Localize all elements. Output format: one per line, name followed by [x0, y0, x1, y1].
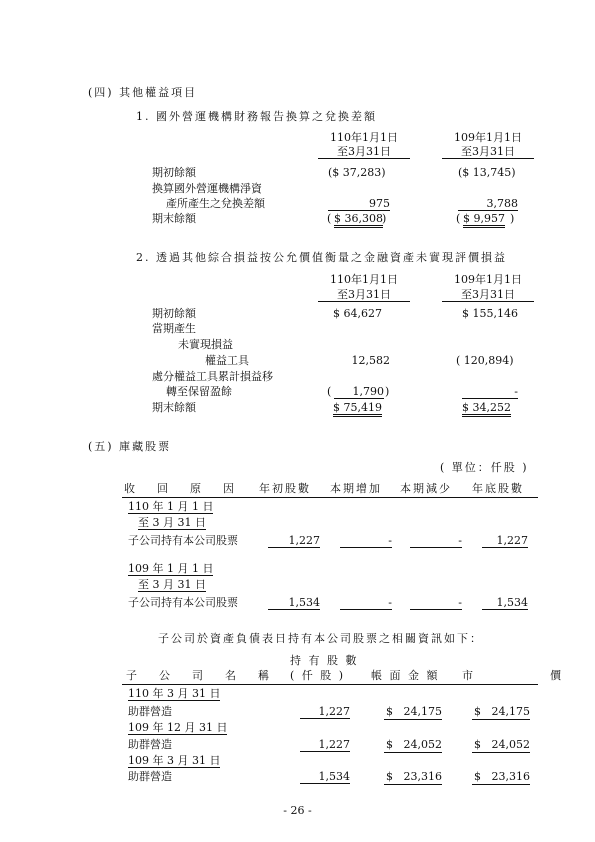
- table1-row-exchange-label-b: 產所產生之兌換差額: [166, 197, 265, 210]
- holdings-r1-market-currency: $: [474, 705, 481, 718]
- table2-col1-header-line1: 110年1月1日: [330, 273, 398, 286]
- treasury-period2-line2: 至 3 月 31 日: [138, 578, 206, 591]
- table2-title: 2. 透過其他綜合損益按公允價值衡量之金融資產未實現評價損益: [136, 251, 507, 264]
- holdings-header-rule: [122, 684, 538, 685]
- treasury-period1-line2: 至 3 月 31 日: [138, 516, 206, 529]
- table2-row-unrealized-label: 未實現損益: [178, 338, 233, 351]
- treasury-p1-opening: 1,227: [268, 534, 320, 548]
- table2-row-transfer-v1-open: (: [327, 385, 332, 398]
- table2-row-transfer-v1: 1,790: [334, 385, 384, 399]
- table2-row-opening-v2: $ 155,146: [462, 307, 518, 320]
- treasury-period2-line1: 109 年 1 月 1 日: [128, 562, 214, 575]
- holdings-r1-book: 24,175: [403, 705, 442, 718]
- table1-row-opening-v1: ($ 37,283): [328, 166, 386, 179]
- holdings-r3-market-currency: $: [474, 770, 481, 783]
- holdings-r3-book-rule: [384, 784, 442, 785]
- holdings-header-name: 子 公 司 名 稱: [126, 669, 269, 682]
- treasury-p2-label: 子公司持有本公司股票: [128, 596, 238, 609]
- page-number: - 26 -: [283, 804, 312, 817]
- treasury-header-opening: 年初股數: [259, 482, 311, 495]
- table2-row-transfer-v1-close: ): [385, 385, 390, 398]
- holdings-r3-book-currency: $: [386, 770, 393, 783]
- treasury-p1-label: 子公司持有本公司股票: [128, 534, 238, 547]
- holdings-r2-market-currency: $: [474, 738, 481, 751]
- table1-col1-header-line2: 至3月31日: [318, 145, 410, 159]
- holdings-r2-shares: 1,227: [300, 738, 350, 752]
- holdings-r2-market-rule: [472, 752, 530, 753]
- holdings-r3-book: 23,316: [403, 770, 442, 783]
- holdings-r1-book-currency: $: [386, 705, 393, 718]
- holdings-r3-market: 23,316: [491, 770, 530, 783]
- section-4-heading: (四) 其他權益項目: [88, 86, 198, 99]
- table1-title: 1. 國外營運機構財務報告換算之兌換差額: [136, 110, 377, 123]
- holdings-r2-book-currency: $: [386, 738, 393, 751]
- treasury-p2-closing: 1,534: [482, 596, 528, 610]
- treasury-p1-increase: -: [340, 534, 392, 548]
- table1-row-closing-v2: $ 9,957: [463, 212, 505, 228]
- table2-row-disposal-label: 處分權益工具累計損益移: [152, 370, 273, 383]
- holdings-r3-market-rule: [472, 784, 530, 785]
- treasury-p2-opening: 1,534: [268, 596, 320, 610]
- holdings-date-3: 109 年 3 月 31 日: [128, 754, 221, 767]
- table1-row-opening-v2: ($ 13,745): [458, 166, 516, 179]
- treasury-header-closing: 年底股數: [472, 482, 524, 495]
- table2-col2-header-line2: 至3月31日: [442, 288, 534, 302]
- table2-row-transfer-v2: -: [462, 385, 518, 399]
- section-5-heading: (五) 庫藏股票: [88, 440, 172, 453]
- table2-row-current-label: 當期產生: [152, 322, 196, 335]
- table2-row-opening-v1: $ 64,627: [333, 307, 382, 320]
- holdings-header-top: 持 有 股 數: [290, 654, 359, 667]
- table1-row-exchange-label-a: 換算國外營運機構淨資: [152, 182, 262, 195]
- table2-row-opening-label: 期初餘額: [152, 307, 196, 320]
- holdings-r2-market: 24,052: [491, 738, 530, 751]
- table2-row-closing-v1: $ 75,419: [333, 401, 382, 417]
- table2-row-equity-v1: 12,582: [351, 354, 390, 367]
- table1-col2-header-line1: 109年1月1日: [454, 131, 522, 144]
- treasury-p1-decrease: -: [410, 534, 462, 548]
- table2-row-equity-label: 權益工具: [205, 354, 249, 367]
- table1-row-closing-v1: $ 36,308: [334, 212, 383, 228]
- table1-col1-header-line1: 110年1月1日: [330, 131, 398, 144]
- holdings-header-shares: ( 仟 股 ): [290, 669, 346, 682]
- treasury-p2-increase: -: [340, 596, 392, 610]
- treasury-header-reason: 收 回 原 因: [124, 482, 234, 495]
- table2-row-closing-label: 期末餘額: [152, 401, 196, 414]
- table1-row-exchange-v2: 3,788: [458, 197, 518, 211]
- treasury-header-increase: 本期增加: [330, 482, 382, 495]
- holdings-header-market: 市 價: [462, 669, 561, 682]
- holdings-r1-market: 24,175: [491, 705, 530, 718]
- holdings-r1-book-rule: [384, 719, 442, 720]
- table1-row-closing-label: 期末餘額: [152, 212, 196, 225]
- holdings-r1-shares: 1,227: [300, 705, 350, 719]
- table1-col2-header-line2: 至3月31日: [442, 145, 534, 159]
- treasury-period1-line1: 110 年 1 月 1 日: [128, 500, 214, 513]
- treasury-p1-closing: 1,227: [482, 534, 528, 548]
- table1-row-closing-v2-open: (: [456, 212, 461, 225]
- subsidiary-note: 子公司於資產負債表日持有本公司股票之相關資訊如下：: [158, 632, 483, 645]
- holdings-r1-market-rule: [472, 719, 530, 720]
- treasury-p2-decrease: -: [410, 596, 462, 610]
- table2-col2-header-line1: 109年1月1日: [454, 273, 522, 286]
- holdings-header-book: 帳 面 金 額: [371, 669, 440, 682]
- table1-row-opening-label: 期初餘額: [152, 166, 196, 179]
- holdings-r3-name: 助群營造: [128, 770, 172, 783]
- holdings-r2-book: 24,052: [403, 738, 442, 751]
- holdings-date-1: 110 年 3 月 31 日: [128, 687, 221, 700]
- table1-row-closing-v1-close: ): [382, 212, 387, 225]
- table2-row-transfer-label: 轉至保留盈餘: [166, 385, 232, 398]
- table1-row-closing-v2-close: ): [510, 212, 515, 225]
- unit-note: ( 單位：仟股 ): [440, 461, 529, 474]
- holdings-r2-name: 助群營造: [128, 738, 172, 751]
- holdings-r2-book-rule: [384, 752, 442, 753]
- holdings-r1-name: 助群營造: [128, 705, 172, 718]
- table2-row-closing-v2: $ 34,252: [462, 401, 511, 417]
- holdings-date-2: 109 年 12 月 31 日: [128, 721, 228, 734]
- table2-row-equity-v2: ( 120,894): [456, 354, 514, 367]
- table1-row-exchange-v1: 975: [328, 197, 390, 211]
- table2-col1-header-line2: 至3月31日: [318, 288, 410, 302]
- treasury-header-decrease: 本期減少: [400, 482, 452, 495]
- table1-row-closing-v1-open: (: [327, 212, 332, 225]
- treasury-header-rule: [122, 497, 538, 498]
- holdings-r3-shares: 1,534: [300, 770, 350, 784]
